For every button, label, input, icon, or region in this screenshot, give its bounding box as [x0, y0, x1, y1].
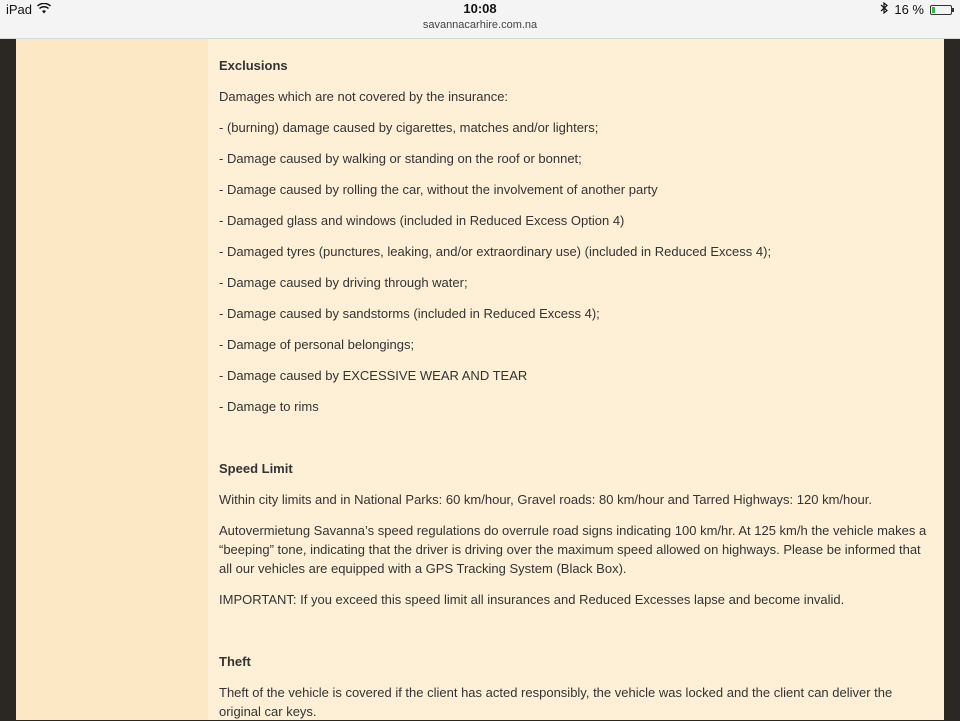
url-text[interactable]: savannacarhire.com.na — [422, 19, 538, 31]
exclusion-item: - Damaged tyres (punctures, leaking, and/or extraordinary use) (included in Reduced Excess 4); — [219, 244, 772, 259]
status-bar — [0, 0, 960, 20]
bluetooth-icon — [880, 2, 888, 17]
exclusions-intro: Damages which are not covered by the insurance: — [219, 89, 509, 104]
speed-limit-paragraph: IMPORTANT: If you exceed this speed limit all insurances and Reduced Excesses lapse and become invalid. — [219, 592, 845, 607]
battery-level — [932, 7, 935, 13]
battery-icon — [930, 5, 952, 15]
exclusion-item: - Damage of personal belongings; — [219, 337, 415, 352]
speed-limit-paragraph: Within city limits and in National Parks: 60 km/hour, Gravel roads: 80 km/hour and Tarred Highways: 120 km/hour. — [219, 492, 872, 507]
status-right — [880, 2, 952, 17]
battery-percent: 16 % — [894, 2, 924, 17]
exclusion-item: - Damage caused by EXCESSIVE WEAR AND TEAR — [219, 368, 528, 383]
exclusion-item: - Damaged glass and windows (included in Reduced Excess Option 4) — [219, 213, 625, 228]
exclusion-item: - (burning) damage caused by cigarettes, matches and/or lighters; — [219, 120, 599, 135]
exclusions-heading: Exclusions — [219, 58, 288, 73]
exclusion-item: - Damage caused by sandstorms (included in Reduced Excess 4); — [219, 306, 600, 321]
exclusion-item: - Damage caused by rolling the car, without the involvement of another party — [219, 182, 658, 197]
exclusion-item: - Damage caused by driving through water; — [219, 275, 468, 290]
clock: 10:08 — [463, 1, 497, 16]
speed-limit-paragraph: Autovermietung Savanna’s speed regulations do overrule road signs indicating 100 km/hr. At 125 km/h the vehicle makes a “beeping” tone, indicating that the driver is driving over the maximum speed allowed on highways. Please be informed that all our vehicles are equipped with a GPS Tracking System (Black Box). — [219, 523, 927, 576]
device-name: iPad — [6, 2, 33, 17]
exclusion-item: - Damage caused by walking or standing on the roof or bonnet; — [219, 151, 582, 166]
address-bar[interactable] — [0, 20, 960, 39]
theft-heading: Theft — [219, 654, 251, 669]
main-content — [219, 56, 929, 721]
theft-paragraph: Theft of the vehicle is covered if the client has acted responsibly, the vehicle was locked and the client can deliver the original car keys. — [219, 685, 893, 719]
exclusion-item: - Damage to rims — [219, 399, 319, 414]
speed-limit-heading: Speed Limit — [219, 461, 293, 476]
